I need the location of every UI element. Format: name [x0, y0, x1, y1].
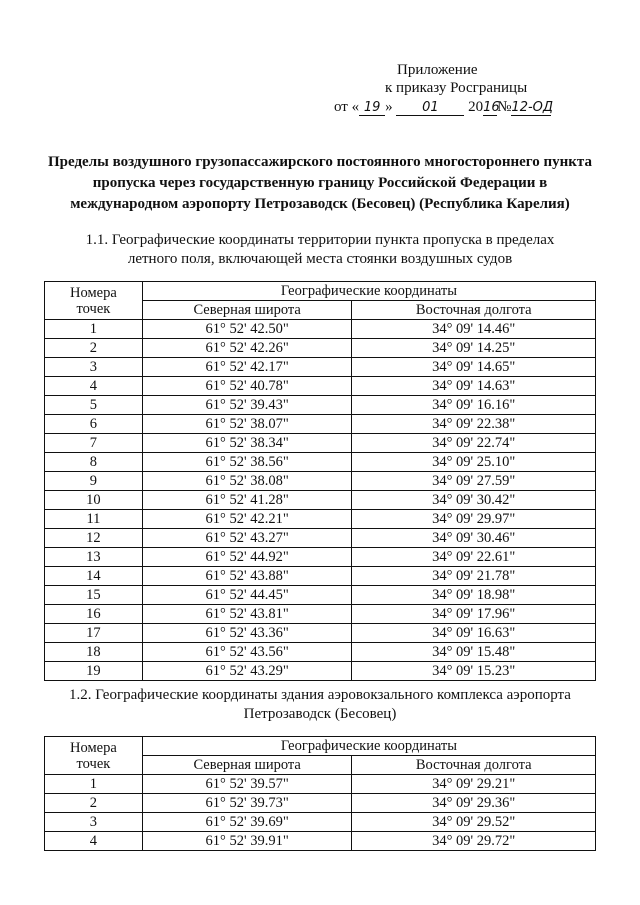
table-row: [45, 510, 596, 529]
longitude-cell: 34° 09' 29.97": [352, 510, 596, 529]
header-number: [45, 282, 143, 320]
latitude-cell: 61° 52' 39.91": [142, 832, 352, 851]
latitude-cell: 61° 52' 43.88": [142, 567, 352, 586]
header-lon: Восточная долгота: [352, 301, 596, 320]
table-row: [45, 643, 596, 662]
table-row: [45, 472, 596, 491]
table-row: [45, 396, 596, 415]
longitude-cell: 34° 09' 18.98": [352, 586, 596, 605]
table-row: [45, 548, 596, 567]
longitude-cell: 34° 09' 30.46": [352, 529, 596, 548]
table-row: [45, 491, 596, 510]
longitude-cell: 34° 09' 14.46": [352, 320, 596, 339]
point-number-cell: 3: [45, 358, 143, 377]
latitude-cell: 61° 52' 38.34": [142, 434, 352, 453]
header-number: [45, 737, 143, 775]
longitude-cell: 34° 09' 15.48": [352, 643, 596, 662]
point-number-cell: 2: [45, 339, 143, 358]
header-number-line1: Номера: [70, 739, 117, 756]
date-prefix: от «: [334, 99, 360, 115]
point-number-cell: 9: [45, 472, 143, 491]
point-number-cell: 14: [45, 567, 143, 586]
header-number-line2: точек: [76, 755, 111, 772]
point-number-cell: 7: [45, 434, 143, 453]
longitude-cell: 34° 09' 25.10": [352, 453, 596, 472]
longitude-cell: 34° 09' 29.36": [352, 794, 596, 813]
header-number-line1: Номера: [70, 284, 117, 301]
longitude-cell: 34° 09' 21.78": [352, 567, 596, 586]
table-row: [45, 567, 596, 586]
latitude-cell: 61° 52' 43.36": [142, 624, 352, 643]
table-row: [45, 358, 596, 377]
appendix-label: Приложение: [397, 62, 478, 78]
point-number-cell: 3: [45, 813, 143, 832]
handwritten-order-number: 12-ОД: [511, 100, 554, 115]
point-number-cell: 19: [45, 662, 143, 681]
longitude-cell: 34° 09' 14.65": [352, 358, 596, 377]
latitude-cell: 61° 52' 44.45": [142, 586, 352, 605]
section1-heading-line1: 1.1. Географические координаты территории пункта пропуска в пределах: [85, 232, 555, 248]
point-number-cell: 10: [45, 491, 143, 510]
point-number-cell: 13: [45, 548, 143, 567]
latitude-cell: 61° 52' 38.07": [142, 415, 352, 434]
longitude-cell: 34° 09' 22.38": [352, 415, 596, 434]
table-row: [45, 377, 596, 396]
handwritten-day: 19: [359, 100, 385, 116]
section2-heading: [40, 686, 600, 724]
table-row: [45, 415, 596, 434]
point-number-cell: 6: [45, 415, 143, 434]
table-row: [45, 586, 596, 605]
latitude-cell: 61° 52' 43.27": [142, 529, 352, 548]
latitude-cell: 61° 52' 39.73": [142, 794, 352, 813]
header-lat: Северная широта: [142, 301, 352, 320]
longitude-cell: 34° 09' 14.25": [352, 339, 596, 358]
table-row: [45, 794, 596, 813]
point-number-cell: 1: [45, 320, 143, 339]
document-title: Пределы воздушного грузопассажирского постоянного многостороннего пункта пропуска через государственную границу Российской Федерации в международном аэропорту Петрозаводск (Бесовец) (Республика Карелия): [48, 154, 592, 212]
point-number-cell: 15: [45, 586, 143, 605]
point-number-cell: 5: [45, 396, 143, 415]
point-number-cell: 18: [45, 643, 143, 662]
section2-heading-line1: 1.2. Географические координаты здания аэровокзального комплекса аэропорта: [69, 687, 571, 703]
header-number-line2: точек: [76, 300, 111, 317]
longitude-cell: 34° 09' 29.52": [352, 813, 596, 832]
point-number-cell: 2: [45, 794, 143, 813]
longitude-cell: 34° 09' 16.63": [352, 624, 596, 643]
section1-table: [44, 281, 596, 681]
year-prefix: 20: [468, 99, 484, 115]
longitude-cell: 34° 09' 29.21": [352, 775, 596, 794]
table-row: [45, 320, 596, 339]
latitude-cell: 61° 52' 43.81": [142, 605, 352, 624]
header-coords: Географические координаты: [142, 737, 595, 756]
date-mid: »: [385, 99, 393, 115]
table-row: [45, 605, 596, 624]
handwritten-year: 16: [483, 100, 500, 115]
table-row: [45, 813, 596, 832]
point-number-cell: 1: [45, 775, 143, 794]
latitude-cell: 61° 52' 39.43": [142, 396, 352, 415]
latitude-cell: 61° 52' 42.50": [142, 320, 352, 339]
latitude-cell: 61° 52' 41.28": [142, 491, 352, 510]
appendix-date-line: [334, 99, 554, 116]
longitude-cell: 34° 09' 27.59": [352, 472, 596, 491]
latitude-cell: 61° 52' 44.92": [142, 548, 352, 567]
table-row: [45, 339, 596, 358]
point-number-cell: 16: [45, 605, 143, 624]
header-lon: Восточная долгота: [352, 756, 596, 775]
table-row: [45, 434, 596, 453]
longitude-cell: 34° 09' 22.61": [352, 548, 596, 567]
longitude-cell: 34° 09' 22.74": [352, 434, 596, 453]
handwritten-month: 01: [396, 100, 464, 116]
table-row: [45, 775, 596, 794]
latitude-cell: 61° 52' 40.78": [142, 377, 352, 396]
latitude-cell: 61° 52' 39.69": [142, 813, 352, 832]
latitude-cell: 61° 52' 43.29": [142, 662, 352, 681]
latitude-cell: 61° 52' 38.08": [142, 472, 352, 491]
section2-table: [44, 736, 596, 851]
longitude-cell: 34° 09' 16.16": [352, 396, 596, 415]
section1-heading: [40, 231, 600, 269]
table-row: [45, 624, 596, 643]
table-row: [45, 453, 596, 472]
header-coords: Географические координаты: [142, 282, 595, 301]
longitude-cell: 34° 09' 14.63": [352, 377, 596, 396]
point-number-cell: 4: [45, 377, 143, 396]
appendix-order-ref: к приказу Росграницы: [385, 80, 528, 96]
latitude-cell: 61° 52' 42.26": [142, 339, 352, 358]
table-row: [45, 529, 596, 548]
section2-heading-line2: Петрозаводск (Бесовец): [243, 706, 397, 722]
point-number-cell: 8: [45, 453, 143, 472]
point-number-cell: 12: [45, 529, 143, 548]
table-row: [45, 662, 596, 681]
point-number-cell: 4: [45, 832, 143, 851]
latitude-cell: 61° 52' 42.21": [142, 510, 352, 529]
point-number-cell: 11: [45, 510, 143, 529]
latitude-cell: 61° 52' 39.57": [142, 775, 352, 794]
section1-heading-line2: летного поля, включающей места стоянки воздушных судов: [127, 251, 513, 267]
header-lat: Северная широта: [142, 756, 352, 775]
latitude-cell: 61° 52' 38.56": [142, 453, 352, 472]
longitude-cell: 34° 09' 29.72": [352, 832, 596, 851]
table-row: [45, 832, 596, 851]
point-number-cell: 17: [45, 624, 143, 643]
longitude-cell: 34° 09' 15.23": [352, 662, 596, 681]
latitude-cell: 61° 52' 42.17": [142, 358, 352, 377]
longitude-cell: 34° 09' 17.96": [352, 605, 596, 624]
latitude-cell: 61° 52' 43.56": [142, 643, 352, 662]
number-sign: №: [497, 99, 512, 115]
longitude-cell: 34° 09' 30.42": [352, 491, 596, 510]
